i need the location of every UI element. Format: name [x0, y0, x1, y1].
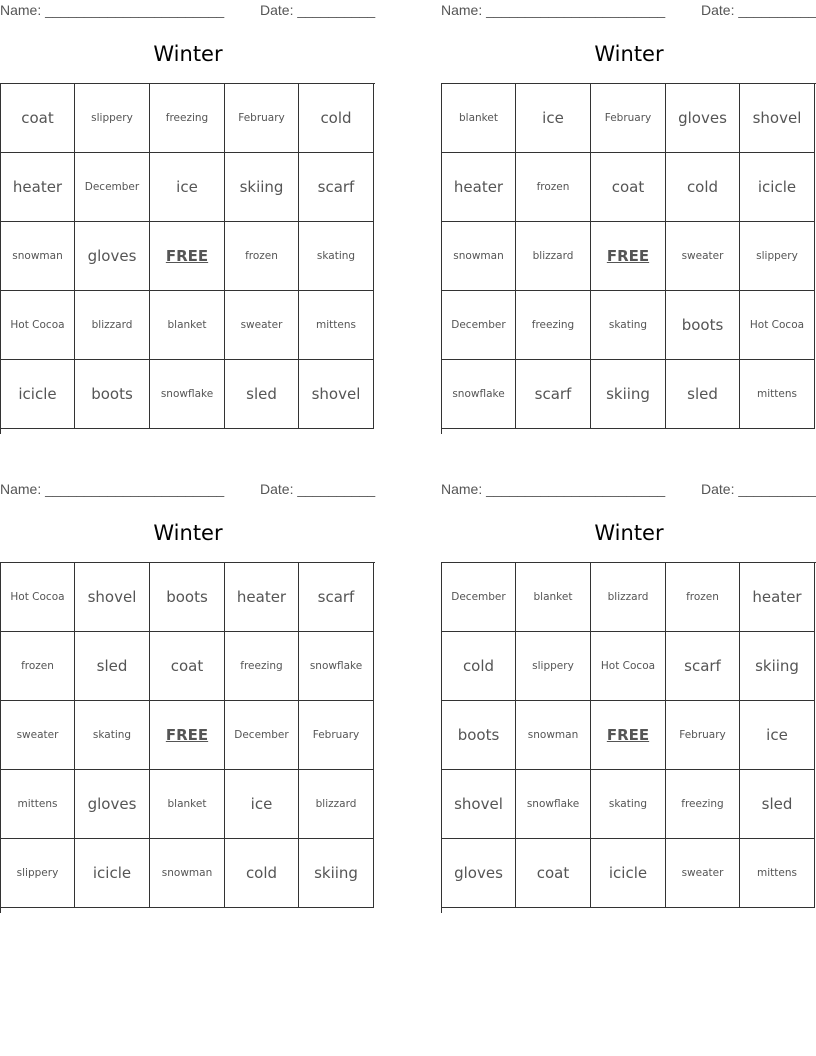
bingo-cell: icicle: [1, 360, 75, 429]
bingo-grid: [441, 562, 816, 913]
bingo-cell: ice: [225, 770, 299, 839]
bingo-cell: Hot Cocoa: [591, 632, 666, 701]
bingo-cell: blanket: [150, 291, 225, 360]
bingo-cell: February: [591, 84, 666, 153]
bingo-cell: mittens: [299, 291, 374, 360]
bingo-cell: slippery: [740, 222, 815, 291]
bingo-cell: icicle: [75, 839, 150, 908]
bingo-cell: freezing: [225, 632, 299, 701]
date-field-label: Date: __________: [701, 2, 816, 18]
free-space-cell: FREE: [591, 222, 666, 291]
bingo-cell: frozen: [516, 153, 591, 222]
bingo-cell: frozen: [1, 632, 75, 701]
bingo-cell: shovel: [740, 84, 815, 153]
bingo-cell: scarf: [299, 153, 374, 222]
bingo-cell: shovel: [75, 563, 150, 632]
bingo-cell: freezing: [150, 84, 225, 153]
bingo-card: [441, 479, 816, 919]
bingo-cell: boots: [666, 291, 740, 360]
bingo-cell: skating: [591, 291, 666, 360]
bingo-cell: boots: [75, 360, 150, 429]
bingo-card: [0, 0, 376, 440]
bingo-cell: mittens: [1, 770, 75, 839]
bingo-cell: blizzard: [591, 563, 666, 632]
bingo-cell: snowflake: [150, 360, 225, 429]
bingo-cell: blanket: [442, 84, 516, 153]
date-field-label: Date: __________: [260, 2, 376, 18]
bingo-cell: December: [75, 153, 150, 222]
bingo-cell: snowman: [442, 222, 516, 291]
bingo-cell: blizzard: [299, 770, 374, 839]
bingo-cell: gloves: [75, 770, 150, 839]
bingo-cell: December: [442, 291, 516, 360]
bingo-cell: skating: [75, 701, 150, 770]
card-title: Winter: [153, 521, 223, 545]
bingo-cell: mittens: [740, 360, 815, 429]
bingo-cell: Hot Cocoa: [1, 291, 75, 360]
bingo-cell: skating: [591, 770, 666, 839]
bingo-cell: boots: [442, 701, 516, 770]
bingo-cell: blizzard: [516, 222, 591, 291]
bingo-card: [0, 479, 376, 919]
date-field-label: Date: __________: [260, 481, 376, 497]
bingo-cell: skiing: [740, 632, 815, 701]
card-title: Winter: [594, 42, 664, 66]
bingo-cell: ice: [740, 701, 815, 770]
bingo-cell: scarf: [516, 360, 591, 429]
bingo-cell: freezing: [666, 770, 740, 839]
card-title: Winter: [153, 42, 223, 66]
bingo-cell: slippery: [75, 84, 150, 153]
bingo-cell: heater: [442, 153, 516, 222]
bingo-cell: sweater: [1, 701, 75, 770]
bingo-cell: sled: [666, 360, 740, 429]
bingo-cell: coat: [591, 153, 666, 222]
bingo-grid: [441, 83, 816, 434]
bingo-cell: snowflake: [516, 770, 591, 839]
bingo-cell: frozen: [225, 222, 299, 291]
bingo-cell: icicle: [591, 839, 666, 908]
bingo-cell: skiing: [299, 839, 374, 908]
bingo-cell: ice: [150, 153, 225, 222]
bingo-cell: sweater: [225, 291, 299, 360]
bingo-cell: December: [225, 701, 299, 770]
bingo-cell: coat: [516, 839, 591, 908]
bingo-cell: gloves: [666, 84, 740, 153]
bingo-cell: scarf: [299, 563, 374, 632]
bingo-cell: cold: [666, 153, 740, 222]
bingo-cell: coat: [150, 632, 225, 701]
bingo-cell: blanket: [516, 563, 591, 632]
card-title: Winter: [594, 521, 664, 545]
bingo-cell: slippery: [1, 839, 75, 908]
bingo-cell: sled: [740, 770, 815, 839]
bingo-cell: skating: [299, 222, 374, 291]
bingo-cell: sweater: [666, 222, 740, 291]
bingo-cell: heater: [225, 563, 299, 632]
bingo-cell: boots: [150, 563, 225, 632]
bingo-grid: [0, 83, 375, 434]
bingo-cell: cold: [442, 632, 516, 701]
card-header: [441, 2, 816, 20]
bingo-cell: February: [299, 701, 374, 770]
bingo-cell: cold: [299, 84, 374, 153]
date-field-label: Date: __________: [701, 481, 816, 497]
free-space-cell: FREE: [150, 222, 225, 291]
bingo-cell: sweater: [666, 839, 740, 908]
bingo-grid: [0, 562, 375, 913]
bingo-cell: heater: [1, 153, 75, 222]
bingo-cell: snowflake: [299, 632, 374, 701]
bingo-cell: coat: [1, 84, 75, 153]
bingo-cell: cold: [225, 839, 299, 908]
free-space-cell: FREE: [150, 701, 225, 770]
bingo-cell: freezing: [516, 291, 591, 360]
bingo-cell: sled: [225, 360, 299, 429]
bingo-cell: gloves: [442, 839, 516, 908]
bingo-cell: frozen: [666, 563, 740, 632]
bingo-cell: ice: [516, 84, 591, 153]
name-field-label: Name: _______________________: [441, 2, 666, 18]
bingo-cell: heater: [740, 563, 815, 632]
bingo-cell: mittens: [740, 839, 815, 908]
name-field-label: Name: _______________________: [0, 481, 225, 497]
bingo-cell: snowman: [516, 701, 591, 770]
bingo-cell: December: [442, 563, 516, 632]
bingo-cell: snowman: [150, 839, 225, 908]
bingo-cell: Hot Cocoa: [1, 563, 75, 632]
card-header: [0, 481, 376, 499]
bingo-cell: skiing: [225, 153, 299, 222]
bingo-cell: February: [666, 701, 740, 770]
bingo-cell: snowman: [1, 222, 75, 291]
bingo-cell: Hot Cocoa: [740, 291, 815, 360]
bingo-cell: gloves: [75, 222, 150, 291]
bingo-cell: shovel: [442, 770, 516, 839]
bingo-cell: slippery: [516, 632, 591, 701]
name-field-label: Name: _______________________: [0, 2, 225, 18]
bingo-cell: skiing: [591, 360, 666, 429]
name-field-label: Name: _______________________: [441, 481, 666, 497]
bingo-cell: snowflake: [442, 360, 516, 429]
bingo-cell: shovel: [299, 360, 374, 429]
card-header: [0, 2, 376, 20]
bingo-cell: sled: [75, 632, 150, 701]
bingo-cell: scarf: [666, 632, 740, 701]
bingo-cell: blizzard: [75, 291, 150, 360]
free-space-cell: FREE: [591, 701, 666, 770]
bingo-card: [441, 0, 816, 440]
bingo-cell: blanket: [150, 770, 225, 839]
card-header: [441, 481, 816, 499]
bingo-cell: February: [225, 84, 299, 153]
bingo-cell: icicle: [740, 153, 815, 222]
